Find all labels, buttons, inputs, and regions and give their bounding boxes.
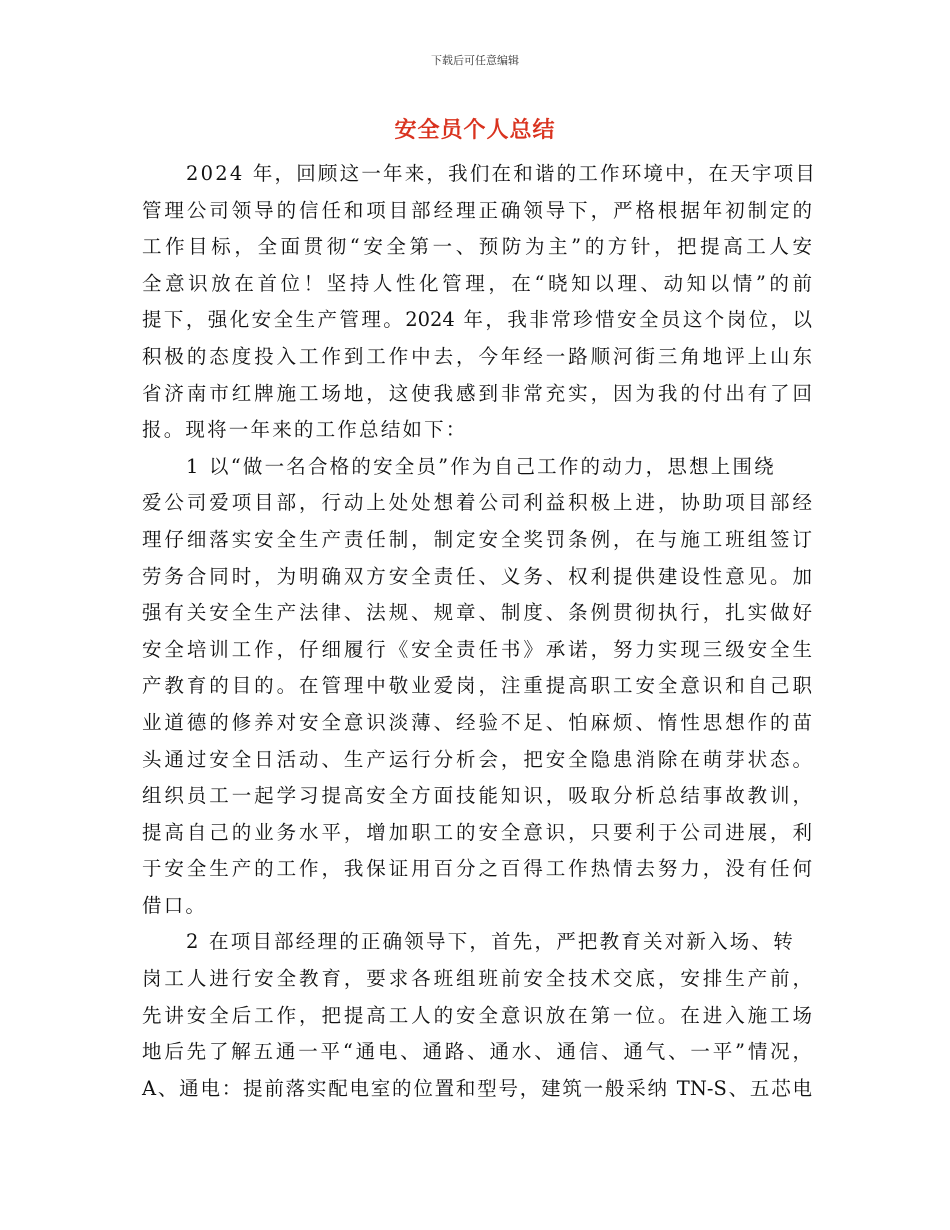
page-header-note: 下载后可任意编辑 [431, 54, 519, 67]
body-line: 提下，强化安全生产管理。2024 年，我非常珍惜安全员这个岗位，以 [142, 308, 812, 332]
body-line: 岗工人进行安全教育，要求各班组班前安全技术交底，安排生产前， [142, 967, 812, 991]
body-line: 组织员工一起学习提高安全方面技能知识，吸取分析总结事故教训， [142, 784, 812, 808]
body-line: 强有关安全生产法律、法规、规章、制度、条例贯彻执行，扎实做好 [142, 601, 812, 625]
document-body [142, 156, 818, 1107]
body-line: 爱公司爱项目部，行动上处处想着公司利益积极上进，协助项目部经 [142, 491, 812, 515]
body-line: 于安全生产的工作，我保证用百分之百得工作热情去努力，没有任何 [142, 857, 812, 881]
body-line: 安全培训工作，仔细履行《安全责任书》承诺，努力实现三级安全生 [142, 637, 812, 661]
body-line: 理仔细落实安全生产责任制，制定安全奖罚条例，在与施工班组签订 [142, 527, 812, 551]
body-line: 借口。 [142, 893, 208, 917]
document-title: 安全员个人总结 [394, 118, 556, 143]
body-line: 地后先了解五通一平“通电、通路、通水、通信、通气、一平”情况， [142, 1040, 812, 1064]
body-line: 产教育的目的。在管理中敬业爱岗，注重提高职工安全意识和自己职 [142, 674, 812, 698]
body-line: 先讲安全后工作，把提高工人的安全意识放在第一位。在进入施工场 [142, 1003, 812, 1027]
body-line: 头通过安全日活动、生产运行分析会，把安全隐患消除在萌芽状态。 [142, 747, 812, 771]
body-line: A、通电：提前落实配电室的位置和型号，建筑一般采纳 TN-S、五芯电 [142, 1076, 812, 1100]
body-line: 2 在项目部经理的正确领导下，首先，严把教育关对新入场、转 [186, 930, 795, 954]
body-line: 工作目标，全面贯彻“安全第一、预防为主”的方针，把提高工人安 [142, 235, 812, 259]
body-line: 劳务合同时，为明确双方安全责任、义务、权利提供建设性意见。加 [142, 564, 812, 588]
body-line: 1 以“做一名合格的安全员”作为自己工作的动力，思想上围绕 [186, 454, 776, 478]
body-line: 2024 年，回顾这一年来，我们在和谐的工作环境中，在天宇项目 [186, 162, 818, 185]
body-line: 业道德的修养对安全意识淡薄、经验不足、怕麻烦、惰性思想作的苗 [142, 710, 812, 734]
body-line: 管理公司领导的信任和项目部经理正确领导下，严格根据年初制定的 [142, 198, 812, 222]
body-line: 提高自己的业务水平，增加职工的安全意识，只要利于公司进展，利 [142, 820, 812, 844]
body-line: 省济南市红牌施工场地，这使我感到非常充实，因为我的付出有了回 [142, 381, 812, 405]
body-line: 报。现将一年来的工作总结如下： [142, 418, 468, 442]
body-line: 积极的态度投入工作到工作中去，今年经一路顺河街三角地评上山东 [142, 344, 812, 368]
body-line: 全意识放在首位！坚持人性化管理，在“晓知以理、动知以情”的前 [142, 271, 812, 295]
